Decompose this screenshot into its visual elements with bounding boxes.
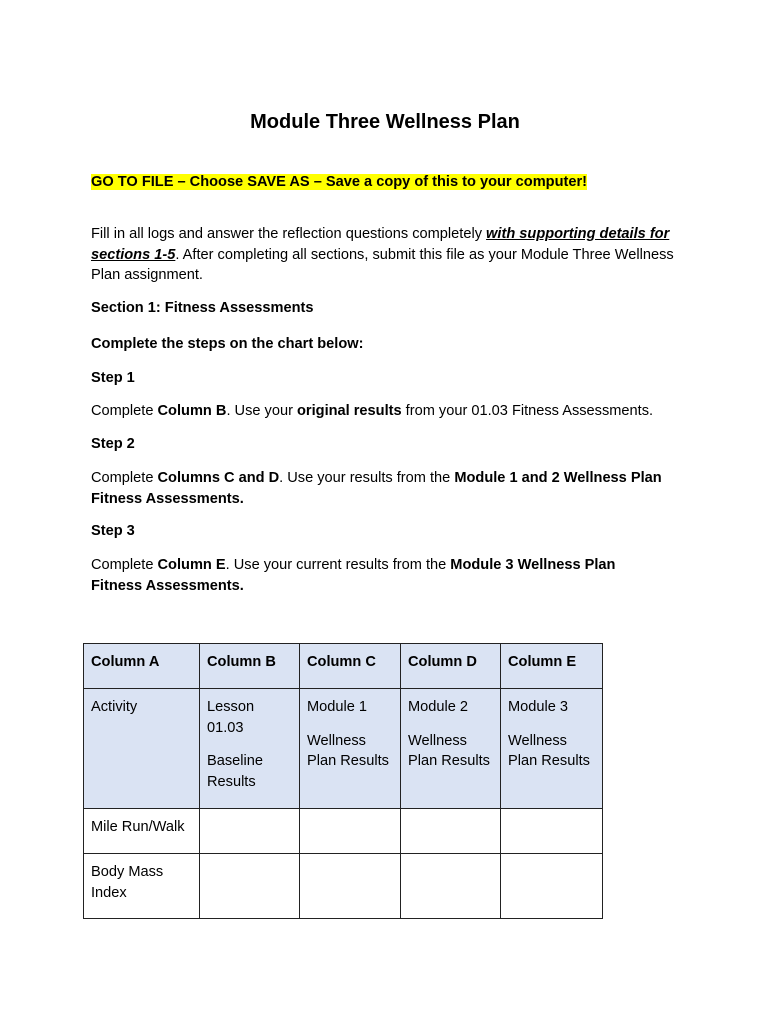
table-header-row (84, 644, 603, 689)
subheader-b-line1: Lesson 01.03 (207, 699, 255, 736)
header-column-d: Column D (401, 644, 501, 689)
step3-label: Step 3 (91, 523, 135, 539)
subheader-column-c (300, 689, 401, 809)
fitness-assessment-table (83, 643, 603, 919)
subheader-d-line1: Module 2 (408, 699, 469, 715)
step1-t1: Complete (91, 403, 158, 419)
cell-mile-run-column-b[interactable] (200, 809, 300, 854)
cell-bmi-column-c[interactable] (300, 854, 401, 919)
subheader-b-line2: Baseline Results (207, 753, 263, 790)
step1-text (91, 401, 711, 422)
step1-label: Step 1 (91, 370, 135, 386)
row-activity-bmi: Body Mass Index (84, 854, 200, 919)
step3-t1: Complete (91, 557, 158, 573)
header-column-e: Column E (501, 644, 603, 689)
header-column-c: Column C (300, 644, 401, 689)
subheader-e-line1: Module 3 (508, 699, 569, 715)
section1-heading: Section 1: Fitness Assessments (91, 300, 314, 316)
save-notice (91, 172, 587, 192)
step3-b1: Column E (157, 557, 226, 573)
step3-text (91, 555, 666, 596)
subheader-column-b (200, 689, 300, 809)
page-title: Module Three Wellness Plan (250, 111, 520, 133)
instructions-heading: Complete the steps on the chart below: (91, 336, 364, 352)
cell-mile-run-column-c[interactable] (300, 809, 401, 854)
intro-paragraph (91, 224, 691, 286)
table-row (84, 854, 603, 919)
step2-b1: Columns C and D (157, 470, 280, 486)
step2-t1: Complete (91, 470, 158, 486)
row-activity-mile-run: Mile Run/Walk (84, 809, 200, 854)
cell-bmi-column-d[interactable] (401, 854, 501, 919)
step1-t2: . Use your (226, 403, 297, 419)
subheader-activity: Activity (84, 689, 200, 809)
step1-t3: from your 01.03 Fitness Assessments. (401, 403, 654, 419)
step3-b2: Module 3 Wellness Plan Fitness Assessments. (91, 557, 616, 594)
cell-mile-run-column-d[interactable] (401, 809, 501, 854)
step2-label: Step 2 (91, 436, 135, 452)
table-subheader-row (84, 689, 603, 809)
save-notice-text: GO TO FILE – Choose SAVE AS – Save a copy of this to your computer! (91, 174, 588, 190)
step2-t2: . Use your results from the (279, 470, 455, 486)
subheader-e-line2: Wellness Plan Results (508, 732, 590, 769)
step2-b2: Module 1 and 2 Wellness Plan Fitness Assessments. (91, 470, 662, 507)
subheader-d-line2: Wellness Plan Results (408, 732, 490, 769)
cell-mile-run-column-e[interactable] (501, 809, 603, 854)
intro-emphasis: with supporting details for sections 1-5 (91, 226, 670, 263)
intro-text-1: Fill in all logs and answer the reflection questions completely (91, 226, 487, 242)
step1-b2: original results (297, 403, 402, 419)
subheader-c-line1: Module 1 (307, 699, 368, 715)
subheader-column-d (401, 689, 501, 809)
cell-bmi-column-b[interactable] (200, 854, 300, 919)
subheader-c-line2: Wellness Plan Results (307, 732, 389, 769)
step3-t2: . Use your current results from the (225, 557, 451, 573)
table-row (84, 809, 603, 854)
cell-bmi-column-e[interactable] (501, 854, 603, 919)
subheader-column-e (501, 689, 603, 809)
step2-text (91, 468, 666, 509)
intro-text-2: . After completing all sections, submit this file as your Module Three Wellness Plan assignment. (91, 246, 674, 283)
header-column-b: Column B (200, 644, 300, 689)
step1-b1: Column B (157, 403, 227, 419)
header-column-a: Column A (84, 644, 200, 689)
